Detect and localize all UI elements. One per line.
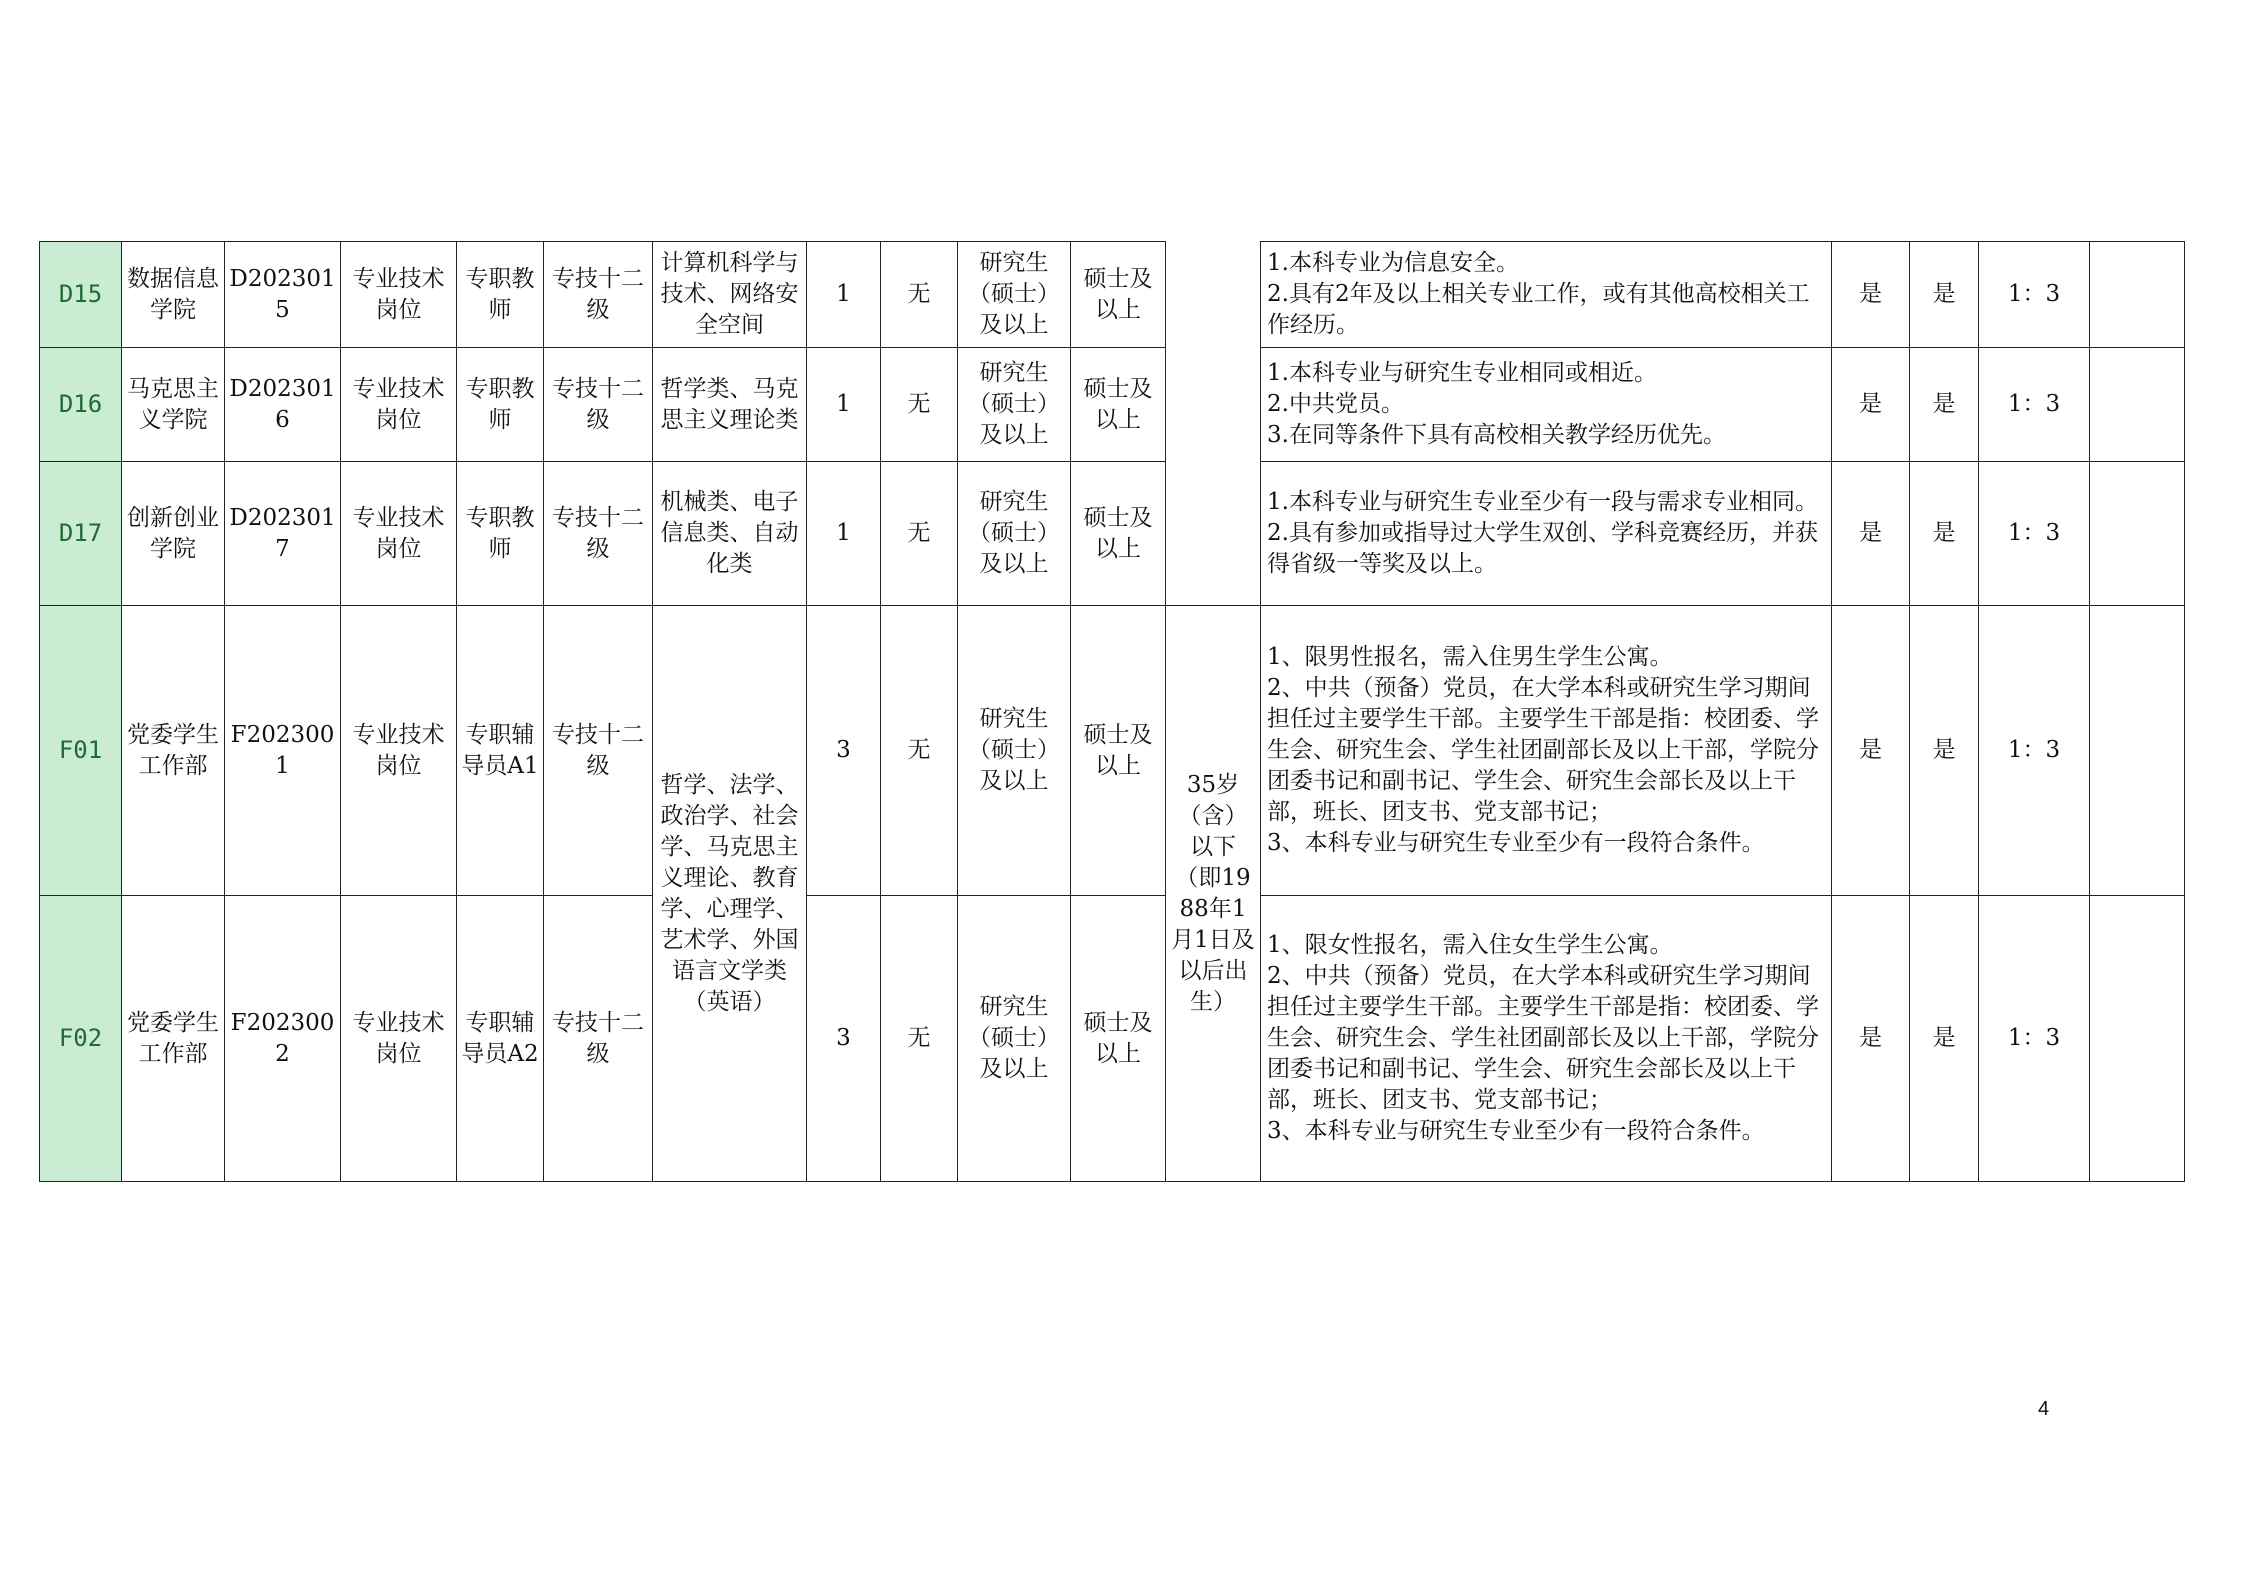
post-type: 专业技术岗位 xyxy=(341,606,457,896)
recruitment-table xyxy=(39,241,2185,1182)
written-exam: 是 xyxy=(1832,462,1910,606)
interview: 是 xyxy=(1910,896,1979,1182)
other-requirements xyxy=(1261,348,1832,462)
remarks xyxy=(2090,896,2185,1182)
headcount: 1 xyxy=(807,462,881,606)
degree-requirement: 硕士及以上 xyxy=(1071,348,1166,462)
post-code: F2023002 xyxy=(225,896,341,1182)
post-id: F01 xyxy=(40,606,122,896)
title-requirement: 无 xyxy=(881,896,958,1182)
requirement-line: 1.本科专业为信息安全。 xyxy=(1267,250,1519,276)
post-type: 专业技术岗位 xyxy=(341,242,457,348)
department: 数据信息学院 xyxy=(122,242,225,348)
interview: 是 xyxy=(1910,242,1979,348)
post-code: D2023015 xyxy=(225,242,341,348)
post-level: 专技十二级 xyxy=(544,462,653,606)
table-row xyxy=(40,462,2185,606)
post-name: 专职辅导员A2 xyxy=(457,896,544,1182)
requirement-line: 3.在同等条件下具有高校相关教学经历优先。 xyxy=(1267,422,1726,448)
post-type: 专业技术岗位 xyxy=(341,462,457,606)
headcount: 1 xyxy=(807,348,881,462)
other-requirements xyxy=(1261,462,1832,606)
title-requirement: 无 xyxy=(881,348,958,462)
post-id: D16 xyxy=(40,348,122,462)
education-requirement: 研究生（硕士）及以上 xyxy=(958,606,1071,896)
ratio: 1：3 xyxy=(1979,606,2090,896)
education-requirement: 研究生（硕士）及以上 xyxy=(958,242,1071,348)
requirement-line: 1.本科专业与研究生专业相同或相近。 xyxy=(1267,360,1657,386)
written-exam: 是 xyxy=(1832,348,1910,462)
requirement-line: 3、本科专业与研究生专业至少有一段符合条件。 xyxy=(1267,1118,1765,1144)
post-level: 专技十二级 xyxy=(544,606,653,896)
post-level: 专技十二级 xyxy=(544,348,653,462)
written-exam: 是 xyxy=(1832,896,1910,1182)
major-requirement: 计算机科学与技术、网络安全空间 xyxy=(653,242,807,348)
headcount: 3 xyxy=(807,896,881,1182)
ratio: 1：3 xyxy=(1979,462,2090,606)
post-type: 专业技术岗位 xyxy=(341,896,457,1182)
requirement-line: 2、中共（预备）党员，在大学本科或研究生学习期间担任过主要学生干部。主要学生干部是指：校团委、学生会、研究生会、学生社团副部长及以上干部，学院分团委书记和副书记、学生会、研究生会部长及以上干部，班长、团支书、党支部书记； xyxy=(1267,675,1819,825)
department: 党委学生工作部 xyxy=(122,896,225,1182)
post-id: D15 xyxy=(40,242,122,348)
page-number: 4 xyxy=(2038,1398,2050,1420)
remarks xyxy=(2090,348,2185,462)
table-row xyxy=(40,896,2185,1182)
post-name: 专职教师 xyxy=(457,462,544,606)
major-requirement: 机械类、电子信息类、自动化类 xyxy=(653,462,807,606)
headcount: 1 xyxy=(807,242,881,348)
post-type: 专业技术岗位 xyxy=(341,348,457,462)
ratio: 1：3 xyxy=(1979,348,2090,462)
post-code: D2023016 xyxy=(225,348,341,462)
age-blank xyxy=(1166,462,1261,606)
requirement-line: 2.具有参加或指导过大学生双创、学科竞赛经历，并获得省级一等奖及以上。 xyxy=(1267,520,1818,577)
other-requirements xyxy=(1261,242,1832,348)
post-name: 专职教师 xyxy=(457,348,544,462)
title-requirement: 无 xyxy=(881,462,958,606)
major-requirement-shared: 哲学、法学、政治学、社会学、马克思主义理论、教育学、心理学、艺术学、外国语言文学类（英语） xyxy=(653,606,807,1182)
interview: 是 xyxy=(1910,348,1979,462)
age-blank xyxy=(1166,348,1261,462)
post-code: D2023017 xyxy=(225,462,341,606)
other-requirements xyxy=(1261,606,1832,896)
post-code: F2023001 xyxy=(225,606,341,896)
interview: 是 xyxy=(1910,462,1979,606)
degree-requirement: 硕士及以上 xyxy=(1071,462,1166,606)
table-row xyxy=(40,242,2185,348)
education-requirement: 研究生（硕士）及以上 xyxy=(958,896,1071,1182)
degree-requirement: 硕士及以上 xyxy=(1071,242,1166,348)
age-requirement-shared: 35岁（含）以下（即1988年1月1日及以后出生） xyxy=(1166,606,1261,1182)
age-blank xyxy=(1166,242,1261,348)
ratio: 1：3 xyxy=(1979,896,2090,1182)
table-row xyxy=(40,348,2185,462)
title-requirement: 无 xyxy=(881,606,958,896)
post-name: 专职辅导员A1 xyxy=(457,606,544,896)
education-requirement: 研究生（硕士）及以上 xyxy=(958,462,1071,606)
remarks xyxy=(2090,606,2185,896)
written-exam: 是 xyxy=(1832,242,1910,348)
requirement-line: 2.具有2年及以上相关专业工作，或有其他高校相关工作经历。 xyxy=(1267,281,1810,338)
headcount: 3 xyxy=(807,606,881,896)
post-id: F02 xyxy=(40,896,122,1182)
education-requirement: 研究生（硕士）及以上 xyxy=(958,348,1071,462)
interview: 是 xyxy=(1910,606,1979,896)
department: 马克思主义学院 xyxy=(122,348,225,462)
post-name: 专职教师 xyxy=(457,242,544,348)
requirement-line: 3、本科专业与研究生专业至少有一段符合条件。 xyxy=(1267,830,1765,856)
requirement-line: 2.中共党员。 xyxy=(1267,391,1404,417)
department: 创新创业学院 xyxy=(122,462,225,606)
ratio: 1：3 xyxy=(1979,242,2090,348)
requirement-line: 1、限女性报名，需入住女生学生公寓。 xyxy=(1267,932,1673,958)
requirement-line: 2、中共（预备）党员，在大学本科或研究生学习期间担任过主要学生干部。主要学生干部是指：校团委、学生会、研究生会、学生社团副部长及以上干部，学院分团委书记和副书记、学生会、研究生会部长及以上干部，班长、团支书、党支部书记； xyxy=(1267,963,1819,1113)
major-requirement: 哲学类、马克思主义理论类 xyxy=(653,348,807,462)
post-level: 专技十二级 xyxy=(544,242,653,348)
table-row xyxy=(40,606,2185,896)
requirement-line: 1.本科专业与研究生专业至少有一段与需求专业相同。 xyxy=(1267,489,1818,515)
requirement-line: 1、限男性报名，需入住男生学生公寓。 xyxy=(1267,644,1673,670)
remarks xyxy=(2090,462,2185,606)
written-exam: 是 xyxy=(1832,606,1910,896)
degree-requirement: 硕士及以上 xyxy=(1071,896,1166,1182)
title-requirement: 无 xyxy=(881,242,958,348)
degree-requirement: 硕士及以上 xyxy=(1071,606,1166,896)
post-level: 专技十二级 xyxy=(544,896,653,1182)
department: 党委学生工作部 xyxy=(122,606,225,896)
post-id: D17 xyxy=(40,462,122,606)
other-requirements xyxy=(1261,896,1832,1182)
remarks xyxy=(2090,242,2185,348)
